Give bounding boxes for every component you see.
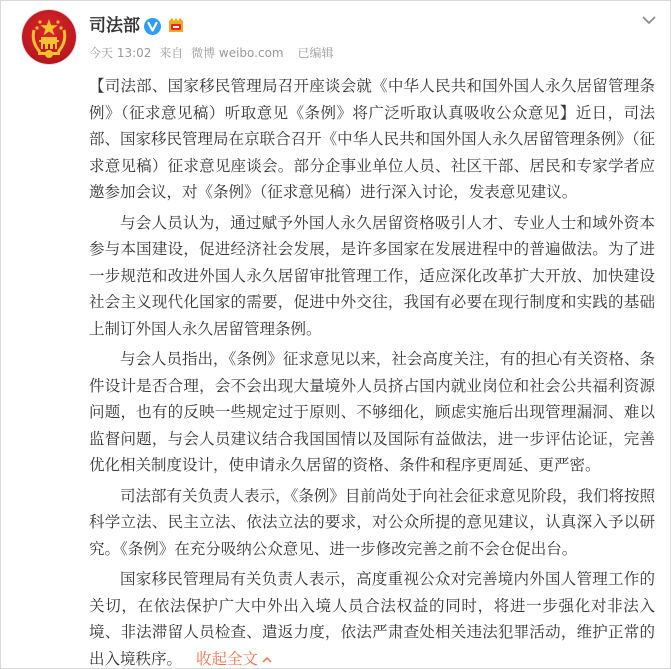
paragraph: 与会人员认为，通过赋予外国人永久居留资格吸引人才、专业人士和域外资本参与本国建设，促进经济社会发展，是许多国家在发展进程中的普遍做法。为了进一步规范和改进外国人永久居留审批管理工作，适应深化改革扩大开放、加快建设社会主义现代化国家的需要，促进中外交往，我国有必要在现行制度和实践的基础上制订外国人永久居留管理条例。 <box>89 213 655 338</box>
edited-label: 已编辑 <box>297 46 334 60</box>
avatar[interactable] <box>22 10 76 64</box>
paragraph-last <box>89 566 655 669</box>
paragraph-text: 国家移民管理局有关负责人表示，高度重视公众对完善境内外国人管理工作的关切，在依法保护广大中外出入境人员合法权益的同时，将进一步强化对非法入境、非法滞留人员检查、遣返力度，依法严肃查处相关违法犯罪活动，维护正常的出入境秩序。 <box>89 570 655 668</box>
collapse-label: 收起全文 <box>196 649 259 668</box>
post-time[interactable]: 今天 13:02 <box>89 46 152 60</box>
paragraph: 与会人员指出，《条例》征求意见以来，社会高度关注，有的担心有关资格、条件设计是否合理，会不会出现大量境外人员挤占国内就业岗位和社会公共福利资源问题，也有的反映一些规定过于原则、不够细化，顾虑实施后出现管理漏洞、难以监督问题，与会人员建议结合我国国情以及国际有益做法，进一步评估论证，完善优化相关制度设计，使申请永久居留的资格、条件和程序更周延、更严密。 <box>89 350 655 474</box>
verified-v-icon <box>144 18 161 35</box>
vip-member-icon[interactable] <box>166 17 186 35</box>
post-source[interactable]: 微博 weibo.com <box>191 46 284 60</box>
post-content <box>89 73 655 669</box>
collapse-link[interactable] <box>196 650 272 668</box>
source-prefix: 来自 <box>159 46 184 60</box>
paragraph: 【司法部、国家移民管理局召开座谈会就《中华人民共和国外国人永久居留管理条例》（征求意见稿）听取意见《条例》将广泛听取认真吸收公众意见】近日，司法部、国家移民管理局在京联合召开《中华人民共和国外国人永久居留管理条例》（征求意见稿）征求意见座谈会。部分企事业单位人员、社区干部、居民和专家学者应邀参加会议，对《条例》（征求意见稿）进行深入讨论，发表意见建议。 <box>89 77 655 201</box>
paragraph: 司法部有关负责人表示，《条例》目前尚处于向社会征求意见阶段，我们将按照科学立法、民主立法、依法立法的要求，对公众所提的意见建议，认真深入予以研究。《条例》在充分吸纳公众意见、进一步修改完善之前不会仓促出台。 <box>89 486 655 558</box>
chevron-down-icon[interactable] <box>642 15 656 25</box>
national-emblem-icon <box>22 10 76 64</box>
post-meta <box>89 45 337 61</box>
chevron-up-icon <box>262 656 272 663</box>
author-name[interactable]: 司法部 <box>89 16 140 36</box>
